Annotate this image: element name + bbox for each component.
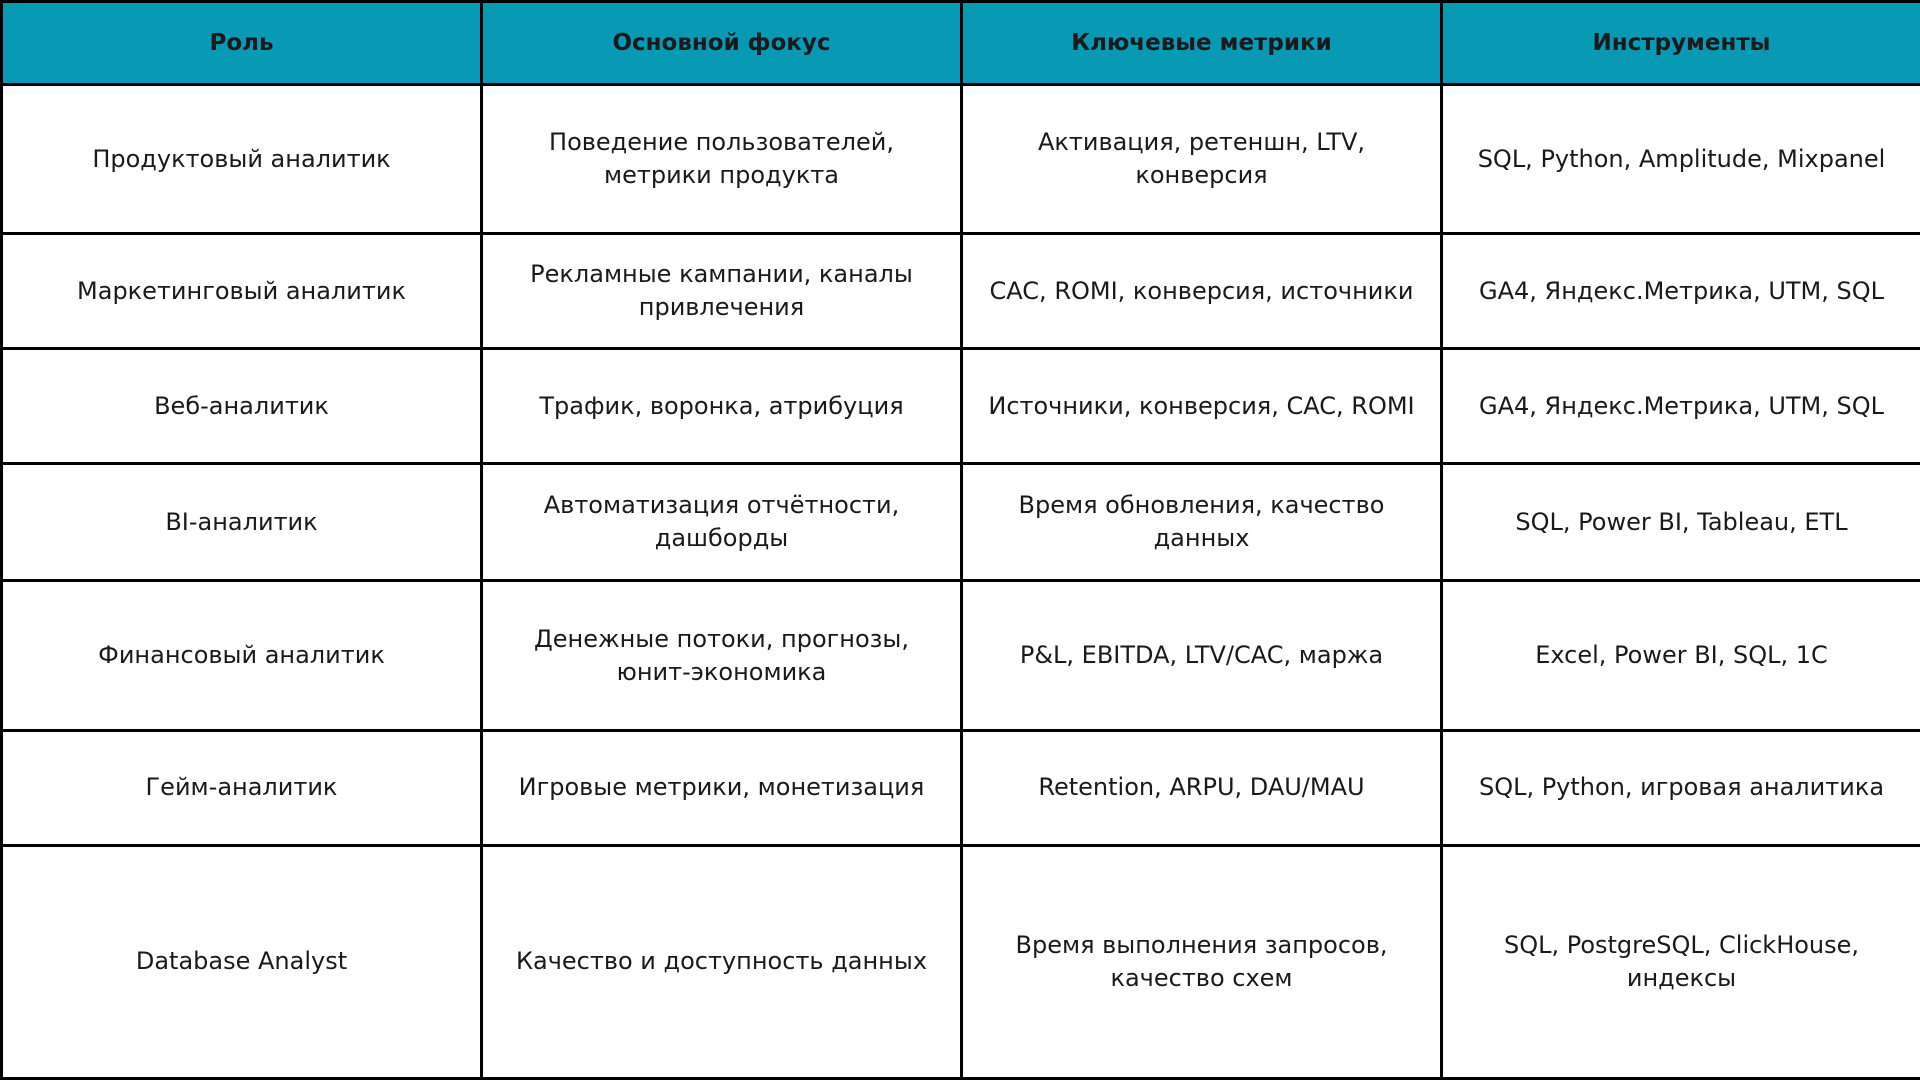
cell-tools: SQL, PostgreSQL, ClickHouse, индексы [1442,845,1920,1078]
cell-focus: Рекламные кампании, каналы привлечения [482,234,962,349]
table-row [2,85,1920,234]
cell-metrics: Активация, ретеншн, LTV, конверсия [962,85,1442,234]
header-metrics: Ключевые метрики [962,2,1442,85]
cell-focus: Игровые метрики, монетизация [482,730,962,845]
cell-tools: GA4, Яндекс.Метрика, UTM, SQL [1442,234,1920,349]
header-tools: Инструменты [1442,2,1920,85]
cell-role: Маркетинговый аналитик [2,234,482,349]
cell-focus: Трафик, воронка, атрибуция [482,349,962,464]
cell-focus: Поведение пользователей, метрики продукта [482,85,962,234]
cell-role: BI-аналитик [2,464,482,581]
table-row [2,581,1920,730]
cell-role: Database Analyst [2,845,482,1078]
cell-focus: Качество и доступность данных [482,845,962,1078]
cell-focus: Автоматизация отчётности, дашборды [482,464,962,581]
cell-metrics: P&L, EBITDA, LTV/CAC, маржа [962,581,1442,730]
cell-role: Гейм-аналитик [2,730,482,845]
cell-metrics: Время выполнения запросов, качество схем [962,845,1442,1078]
cell-metrics: Источники, конверсия, CAC, ROMI [962,349,1442,464]
header-focus: Основной фокус [482,2,962,85]
cell-focus: Денежные потоки, прогнозы, юнит-экономика [482,581,962,730]
cell-tools: GA4, Яндекс.Метрика, UTM, SQL [1442,349,1920,464]
cell-metrics: Retention, ARPU, DAU/MAU [962,730,1442,845]
table-row [2,464,1920,581]
cell-tools: SQL, Python, Amplitude, Mixpanel [1442,85,1920,234]
table-row [2,845,1920,1078]
table-header-row [2,2,1920,85]
table-row [2,349,1920,464]
cell-tools: SQL, Power BI, Tableau, ETL [1442,464,1920,581]
cell-role: Продуктовый аналитик [2,85,482,234]
table-row [2,234,1920,349]
table-row [2,730,1920,845]
cell-tools: SQL, Python, игровая аналитика [1442,730,1920,845]
cell-role: Финансовый аналитик [2,581,482,730]
cell-metrics: Время обновления, качество данных [962,464,1442,581]
cell-role: Веб-аналитик [2,349,482,464]
header-role: Роль [2,2,482,85]
cell-tools: Excel, Power BI, SQL, 1С [1442,581,1920,730]
cell-metrics: CAC, ROMI, конверсия, источники [962,234,1442,349]
